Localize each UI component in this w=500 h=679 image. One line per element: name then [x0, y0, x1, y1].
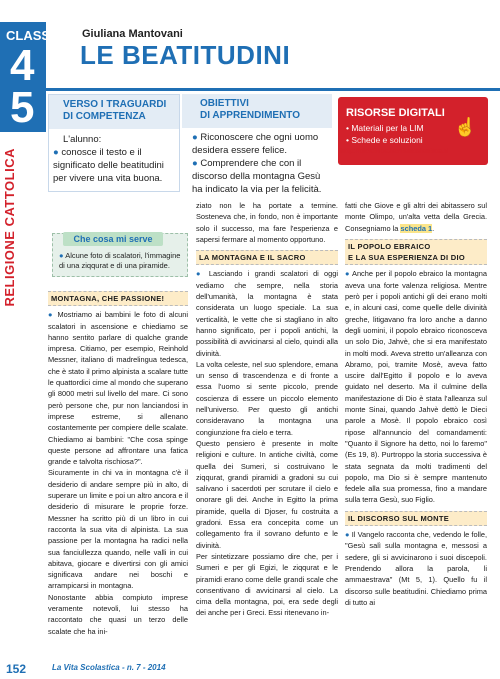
paragraph: [48, 309, 188, 467]
obiettivi-header: [182, 94, 332, 128]
class-number-5: 5: [10, 83, 35, 132]
classe-label: CLASSE: [6, 28, 59, 43]
section-heading: IL DISCORSO SUL MONTE: [345, 511, 487, 526]
bullet-icon: ●: [59, 251, 64, 260]
bullet-icon: ●: [345, 530, 350, 540]
subject-label: RELIGIONE CATTOLICA: [2, 148, 17, 307]
obiettivi-box: [182, 94, 332, 195]
risorse-item-2: • Schede e soluzioni: [346, 135, 423, 145]
paragraph-text: Il Vangelo racconta che, vedendo le folle, "Gesù salì sulla montagna e, messosi a sedere, gli si avvicinarono i suoi discepoli. Prendendo allora la parola, li ammaestrava" (Mt 5, 1). Quello fu il discorso sulle beatitudini. Chiediamo prima di tutto ai: [345, 530, 487, 607]
magazine-name: La Vita Scolastica - n. 7 - 2014: [52, 663, 166, 672]
paragraph: Questo pensiero è presente in molte religioni e culture. In antiche civiltà, come quella dei Sumeri, si costruivano le ziqqurat, grandi piramidi a gradoni su cui salivano i sacerdoti per scrutare il cielo e onorare gli dei. Anche in Egitto la prima piramide, quella di Djoser, fu costruita a gradoni. Essa era concepita come un collegamento fra il sovrano defunto e le divinità.: [196, 438, 338, 550]
cosa-mi-serve-text: [59, 251, 183, 270]
column-2: [196, 200, 338, 619]
paragraph-text: fatti che Giove e gli altri dei abitassero sul monte Olimpo, un'alta vetta della Grecia. Consegniamo la: [345, 201, 487, 233]
traguardi-item-text: conosce il testo e il significato delle beatitudini per vivere una vita buona.: [53, 147, 164, 184]
traguardi-item: [53, 146, 177, 185]
subject-vertical: [2, 148, 22, 308]
bullet-icon: ●: [196, 269, 204, 279]
traguardi-heading-line1: VERSO I TRAGUARDI: [63, 99, 167, 110]
section-heading-line2: E LA SUA ESPERIENZA DI DIO: [348, 253, 465, 263]
cosa-mi-serve-body: Alcune foto di scalatori, l'immagine di una ziqqurat e di una piramide.: [59, 251, 181, 270]
class-number-4: 4: [10, 41, 35, 90]
paragraph: [345, 200, 487, 234]
obiettivi-heading: [200, 98, 300, 122]
cosa-mi-serve-box: [52, 233, 188, 277]
bullet-icon: ●: [345, 269, 350, 279]
paragraph-text: .: [432, 223, 435, 233]
cosa-mi-serve-title: Che cosa mi serve: [63, 232, 163, 246]
paragraph-text: Lasciando i grandi scalatori di oggi vediamo che sempre, nella storia dell'umanità, la montagna è stata considerata un luogo speciale. La sua verticalità, le vette che si stagliano in alto hanno significato, per i popoli antichi, la possibilità di avvicinarsi al cielo, quindi alla divinità.: [196, 269, 338, 358]
bullet-icon: ●: [192, 132, 198, 143]
traguardi-box: [48, 94, 180, 192]
paragraph: [345, 529, 487, 608]
author-name: Giuliana Mantovani: [82, 28, 183, 40]
paragraph: Per sintetizzare possiamo dire che, per i Sumeri e per gli Egizi, le ziqqurat e le piramidi erano come delle grandi scale che consentivano di avvicinarsi al cielo. La cima della montagna, poi, era sede degli dei anche per i Greci. Essi ritenevano in-: [196, 551, 338, 618]
column-3: [345, 200, 487, 608]
traguardi-heading: [63, 99, 166, 123]
page-title: LE BEATITUDINI: [80, 40, 291, 70]
risorse-item-1: • Materiali per la LIM: [346, 123, 424, 133]
paragraph: La volta celeste, nel suo splendore, emana un senso di trascendenza e di fronte a essa l'uomo si sente piccolo, prende coscienza di essere un piccolo elemento nell'universo. Per questo gli antichi consideravano la montagna una congiunzione fra cielo e terra.: [196, 359, 338, 437]
section-heading: MONTAGNA, CHE PASSIONE!: [48, 291, 188, 306]
bullet-icon: ●: [192, 158, 198, 169]
obiettivi-item-1: [192, 131, 328, 157]
bullet-icon: ●: [48, 310, 54, 320]
obiettivi-item-text: Riconoscere che ogni uomo desidera essere felice.: [192, 132, 319, 156]
column-1: [48, 286, 188, 637]
risorse-link[interactable]: http://didattica.lavitascolastica.it: [340, 148, 449, 155]
paragraph-text: Mostriamo ai bambini le foto di alcuni scalatori in ascensione e chiediamo se hanno sentito parlare di qualche grande impresa. Citiamo, per esempio, Reinhold Messner, italiano di madrelingua tedesca, che è stato il primo alpinista a scalare tutte le quattordici cime al mondo che superano gli 8000 metri sul livello del mare. Ci sono però persone che, pur non lanciandosi in imprese estreme, si allenano costantemente per compiere delle scalate. Chiediamo ai bambini: "Che cosa spinge queste persone ad affrontare una fatica grande e talvolta rischiosa?".: [48, 310, 188, 467]
traguardi-heading-line2: DI COMPETENZA: [63, 111, 146, 122]
paragraph: Nonostante abbia compiuto imprese veramente notevoli, lui stesso ha raccontato che quasi un terzo delle scalate che ha ini-: [48, 592, 188, 636]
traguardi-intro: L'alunno:: [63, 134, 102, 145]
paragraph: Sicuramente in chi va in montagna c'è il desiderio di andare sempre più in alto, di superare un limite e poi un altro ancora e il desiderio di misurare le proprie forze. Messner ha scritto più di un libro in cui racconta la sua vita di alpinista. La sua passione per la montagna ha radici nella sua fanciullezza quando, nelle valli in cui abitava, giocare e divertirsi con gli amici significava andare nei boschi e arrampicarsi in montagna.: [48, 468, 188, 591]
pointing-hand-icon: ☝: [454, 117, 477, 137]
scheda-highlight: scheda 1: [400, 223, 433, 233]
paragraph-text: Anche per il popolo ebraico la montagna aveva una forte valenza religiosa. Mentre però per i popoli antichi gli dei erano molti e, in alcuni casi, come quelle delle divinità greche, litigavano fra loro anche a danno degli uomini, il popolo ebraico riconosceva un solo Dio, Jahvè, che si era manifestato in molti modi. Aveva stretto un'alleanza con Abramo, poi, tramite Mosè, aveva fatto uscire dall'Egitto il popolo e lo aveva guidato nel deserto. Ma il culmine della manifestazione di Dio è stata l'alleanza sul monte Sinai, quando Jahvè dettò le Dieci parole a Mosè. Il popolo ebraico così ripose all'annuncio del comandamenti: "Quanto il Signore ha detto, noi lo faremo" (Es 19, 8). Purtroppo la storia successiva è stata segnata da molti tradimenti del popolo, ma Dio si è sempre mantenuto fedele alla sua promessa, fino a mandare sulla terra Gesù, suo Figlio.: [345, 269, 487, 505]
paragraph: [196, 268, 338, 358]
paragraph: ziato non le ha portate a termine. Sosteneva che, in fondo, non è importante solo il successo, ma fare l'esperienza e sapersi fermare al momento opportuno.: [196, 201, 338, 244]
section-heading: [345, 239, 487, 266]
bullet-icon: ●: [53, 147, 59, 158]
obiettivi-heading-line2: DI APPRENDIMENTO: [200, 110, 301, 121]
risorse-title: RISORSE DIGITALI: [346, 107, 445, 119]
obiettivi-heading-line1: OBIETTIVI: [200, 98, 249, 109]
traguardi-header: [49, 95, 179, 129]
obiettivi-item-2: [192, 157, 328, 196]
section-heading-line1: IL POPOLO EBRAICO: [348, 241, 431, 251]
section-heading: LA MONTAGNA E IL SACRO: [196, 250, 338, 265]
page-number: 152: [6, 662, 27, 676]
header-rule: [46, 88, 500, 91]
obiettivi-item-text: Comprendere che con il discorso della montagna Gesù ha indicato la via per la felicità.: [192, 158, 322, 195]
paragraph: [345, 268, 487, 505]
